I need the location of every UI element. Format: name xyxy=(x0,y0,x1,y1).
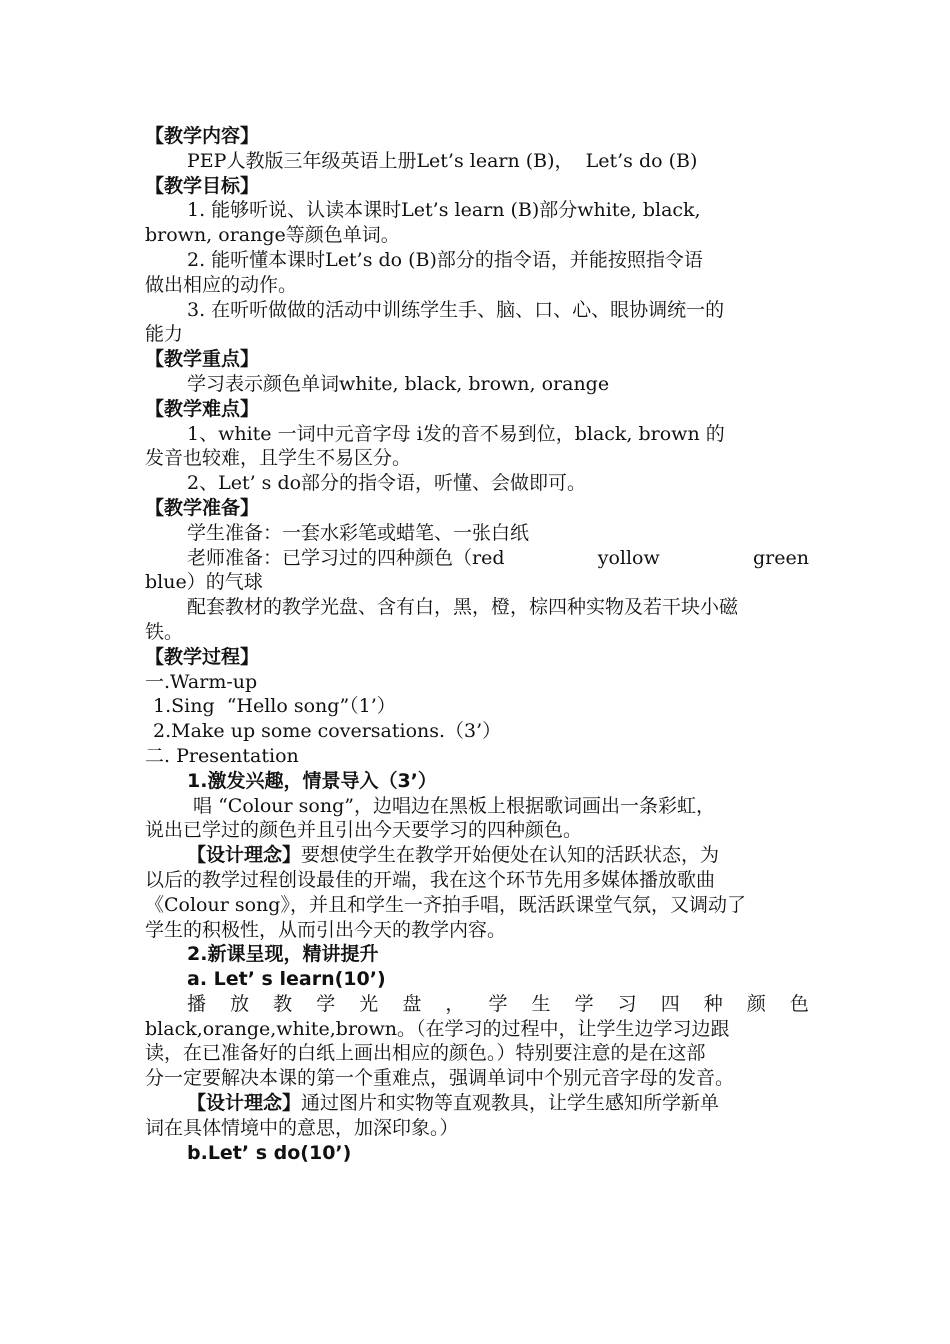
lets-learn-char: 四 xyxy=(660,992,680,1015)
prep-teacher-line-1 xyxy=(145,546,809,571)
presentation-step-2-title: 2.新课呈现，精讲提升 xyxy=(187,943,379,966)
lets-learn-line-2: black,orange,white,brown。（在学习的过程中，让学生边学习边跟 xyxy=(145,1017,730,1040)
presentation-heading: 二. Presentation xyxy=(145,744,299,767)
design-idea-1-text: 要想使学生在教学开始便处在认知的活跃状态，为 xyxy=(301,844,720,867)
prep-teacher-line-2: blue）的气球 xyxy=(145,571,263,594)
lets-learn-char: 颜 xyxy=(746,992,766,1015)
section-heading-process: 【教学过程】 xyxy=(145,645,260,668)
lets-do-title: b.Let’ s do(10’) xyxy=(187,1141,352,1164)
presentation-step-1-title: 1.激发兴趣，情景导入（3’） xyxy=(187,769,437,792)
lets-learn-char: 习 xyxy=(617,992,637,1015)
prep-teacher-color-3: green xyxy=(753,546,809,569)
lets-learn-char: 光 xyxy=(359,992,379,1015)
lets-learn-char: 放 xyxy=(230,992,250,1015)
prep-materials-line-2: 铁。 xyxy=(145,620,184,643)
design-idea-1-line-2: 以后的教学过程创设最佳的开端，我在这个环节先用多媒体播放歌曲 xyxy=(145,868,716,891)
design-idea-1-line-4: 学生的积极性，从而引出今天的教学内容。 xyxy=(145,918,507,941)
lets-learn-line-4: 分一定要解决本课的第一个重难点，强调单词中个别元音字母的发音。 xyxy=(145,1067,735,1090)
lets-learn-char: 播 xyxy=(187,992,207,1015)
design-idea-label: 【设计理念】 xyxy=(187,844,302,867)
lets-learn-char: 学 xyxy=(574,992,594,1015)
difficulty-1-line-2: 发音也较难，且学生不易区分。 xyxy=(145,447,412,470)
goal-1-line-1: 1. 能够听说、认读本课时Let’s learn (B)部分white, black, xyxy=(187,199,701,222)
prep-teacher-text: 老师准备：已学习过的四种颜色（red xyxy=(187,546,505,569)
goal-1-line-2: brown, orange等颜色单词。 xyxy=(145,224,400,247)
lets-learn-char: 色 xyxy=(789,992,809,1015)
design-idea-1-line-1 xyxy=(145,843,809,868)
lets-learn-char: ， xyxy=(445,992,465,1015)
lesson-plan-page xyxy=(145,124,809,1165)
section-heading-preparation: 【教学准备】 xyxy=(145,496,260,519)
lets-learn-char: 教 xyxy=(273,992,293,1015)
design-idea-1-line-3: 《Colour song》，并且和学生一齐拍手唱，既活跃课堂气氛，又调动了 xyxy=(145,893,746,916)
lets-learn-char: 生 xyxy=(531,992,551,1015)
goal-2-line-2: 做出相应的动作。 xyxy=(145,273,298,296)
lets-learn-char: 学 xyxy=(488,992,508,1015)
prep-students: 学生准备：一套水彩笔或蜡笔、一张白纸 xyxy=(187,521,530,544)
difficulty-2: 2、Let’ s do部分的指令语，听懂、会做即可。 xyxy=(187,472,587,495)
warmup-step-1: 1.Sing “Hello song”（1’） xyxy=(153,695,396,718)
key-point-text: 学习表示颜色单词white, black, brown, orange xyxy=(187,372,610,395)
section-heading-content: 【教学内容】 xyxy=(145,125,260,147)
section-heading-key-points: 【教学重点】 xyxy=(145,348,260,371)
lets-learn-char: 种 xyxy=(703,992,723,1015)
section-heading-difficulties: 【教学难点】 xyxy=(145,397,260,420)
lets-learn-char: 学 xyxy=(316,992,336,1015)
presentation-step-1-line-1: 唱 “Colour song”，边唱边在黑板上根据歌词画出一条彩虹， xyxy=(187,794,715,817)
warmup-heading: 一.Warm-up xyxy=(145,670,258,693)
design-idea-2-text: 通过图片和实物等直观教具，让学生感知所学新单 xyxy=(301,1092,720,1115)
goal-3-line-2: 能力 xyxy=(145,323,184,346)
warmup-step-2: 2.Make up some coversations.（3’） xyxy=(153,720,502,743)
presentation-step-1-line-2: 说出已学过的颜色并且引出今天要学习的四种颜色。 xyxy=(145,819,583,842)
lets-learn-line-3: 读，在已准备好的白纸上画出相应的颜色。）特别要注意的是在这部 xyxy=(145,1042,706,1065)
difficulty-1-line-1: 1、white 一词中元音字母 i发的音不易到位，black, brown 的 xyxy=(187,422,725,445)
section-heading-goals: 【教学目标】 xyxy=(145,174,260,197)
prep-materials-line-1: 配套教材的教学光盘、含有白，黑，橙，棕四种实物及若干块小磁 xyxy=(187,596,739,619)
design-idea-label: 【设计理念】 xyxy=(187,1092,302,1115)
lets-learn-char: 盘 xyxy=(402,992,422,1015)
lets-learn-line-1 xyxy=(145,992,809,1017)
design-idea-2-line-1 xyxy=(145,1091,809,1116)
content-text: PEP人教版三年级英语上册Let’s learn (B)， Let’s do (B) xyxy=(187,149,698,172)
prep-teacher-color-2: yollow xyxy=(597,546,660,569)
goal-2-line-1: 2. 能听懂本课时Let’s do (B)部分的指令语，并能按照指令语 xyxy=(187,248,703,271)
lets-learn-title: a. Let’ s learn(10’) xyxy=(187,968,386,991)
goal-3-line-1: 3. 在听听做做的活动中训练学生手、脑、口、心、眼协调统一的 xyxy=(187,298,725,321)
design-idea-2-line-2: 词在具体情境中的意思，加深印象。） xyxy=(145,1116,459,1139)
